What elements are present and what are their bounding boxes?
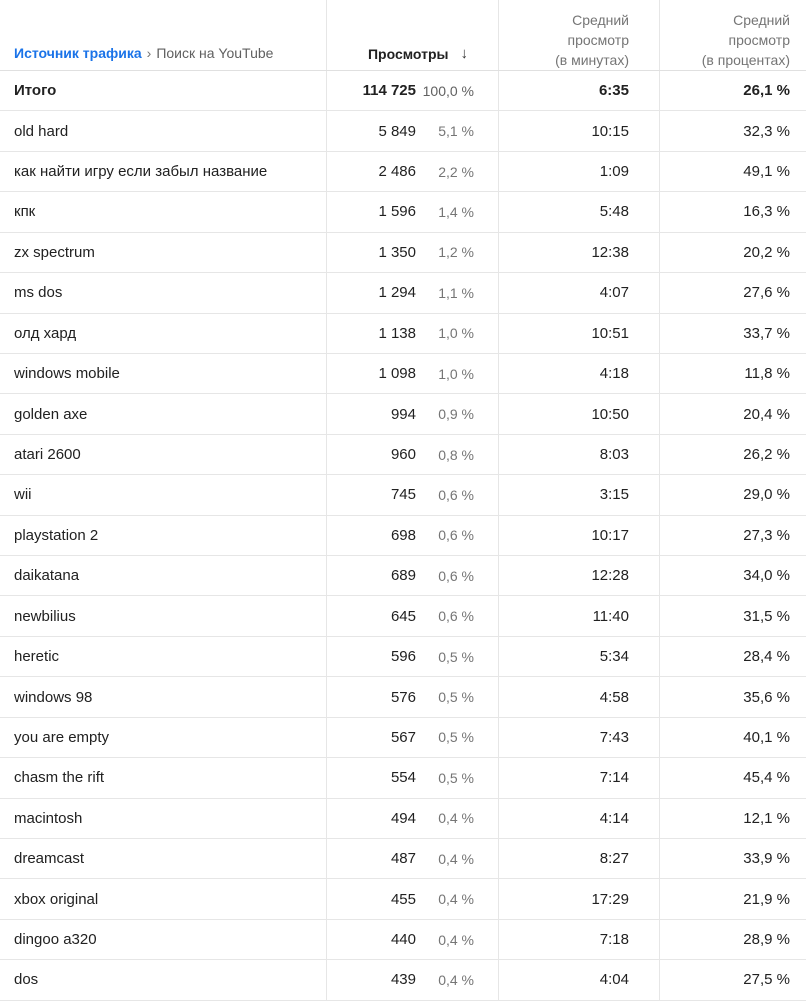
avg-percent-value: 33,7 % bbox=[743, 324, 790, 342]
avg-percent-value: 35,6 % bbox=[743, 688, 790, 706]
views-share: 0,4 % bbox=[438, 931, 474, 948]
views-value: 487 bbox=[390, 850, 416, 868]
avg-minutes-header-line: (в минутах) bbox=[555, 52, 629, 68]
avg-minutes-value: 8:03 bbox=[499, 435, 660, 474]
views-value: 689 bbox=[390, 567, 416, 585]
views-share: 0,8 % bbox=[438, 446, 474, 463]
views-cell bbox=[326, 435, 499, 474]
search-term: windows mobile bbox=[14, 365, 120, 383]
views-value: 1 294 bbox=[378, 284, 416, 302]
search-term: xbox original bbox=[14, 890, 99, 908]
search-term: ms dos bbox=[14, 284, 63, 302]
table-row[interactable] bbox=[0, 879, 806, 919]
avg-minutes-value: 17:29 bbox=[499, 879, 660, 918]
avg-percent-header-line: Средний bbox=[733, 12, 790, 28]
total-avg-minutes: 6:35 bbox=[499, 71, 660, 110]
views-cell bbox=[326, 354, 499, 393]
avg-percent-value: 11,8 % bbox=[744, 365, 790, 383]
table-row[interactable] bbox=[0, 596, 806, 636]
search-term: как найти игру если забыл название bbox=[14, 163, 268, 181]
views-cell bbox=[326, 879, 499, 918]
table-row[interactable] bbox=[0, 475, 806, 515]
table-row[interactable] bbox=[0, 920, 806, 960]
breadcrumb-current: Поиск на YouTube bbox=[156, 45, 274, 61]
views-value: 596 bbox=[390, 648, 416, 666]
views-cell bbox=[326, 758, 499, 797]
views-value: 5 849 bbox=[378, 122, 416, 140]
table-row[interactable] bbox=[0, 677, 806, 717]
breadcrumb bbox=[0, 0, 326, 70]
avg-percent-column-header[interactable] bbox=[660, 0, 806, 70]
avg-percent-value: 16,3 % bbox=[743, 203, 790, 221]
avg-percent-value: 33,9 % bbox=[743, 850, 790, 868]
avg-percent-value: 32,3 % bbox=[743, 122, 790, 140]
views-share: 0,5 % bbox=[438, 689, 474, 706]
views-cell bbox=[326, 233, 499, 272]
avg-minutes-header-line: Средний bbox=[572, 12, 629, 28]
views-value: 1 596 bbox=[378, 203, 416, 221]
avg-percent-value: 27,3 % bbox=[743, 526, 790, 544]
table-row[interactable] bbox=[0, 718, 806, 758]
avg-percent-value: 29,0 % bbox=[743, 486, 790, 504]
views-share: 0,9 % bbox=[438, 406, 474, 423]
search-term: dingoo a320 bbox=[14, 931, 97, 949]
avg-minutes-value: 4:58 bbox=[499, 677, 660, 716]
views-cell bbox=[326, 677, 499, 716]
views-cell bbox=[326, 920, 499, 959]
avg-percent-value: 28,9 % bbox=[743, 931, 790, 949]
avg-minutes-value: 5:34 bbox=[499, 637, 660, 676]
views-share: 1,1 % bbox=[438, 284, 474, 301]
views-value: 554 bbox=[390, 769, 416, 787]
avg-minutes-value: 5:48 bbox=[499, 192, 660, 231]
avg-minutes-value: 4:14 bbox=[499, 799, 660, 838]
views-share: 0,4 % bbox=[438, 971, 474, 988]
views-value: 1 138 bbox=[378, 324, 416, 342]
avg-percent-value: 27,5 % bbox=[743, 971, 790, 989]
table-body bbox=[0, 111, 806, 1000]
views-cell bbox=[326, 637, 499, 676]
views-share: 0,6 % bbox=[438, 486, 474, 503]
search-term: chasm the rift bbox=[14, 769, 105, 787]
views-value: 567 bbox=[390, 728, 416, 746]
avg-minutes-column-header[interactable] bbox=[499, 0, 660, 70]
avg-minutes-value: 4:07 bbox=[499, 273, 660, 312]
views-value: 994 bbox=[390, 405, 416, 423]
chevron-right-icon: › bbox=[146, 45, 152, 61]
avg-percent-value: 49,1 % bbox=[743, 163, 790, 181]
views-cell bbox=[326, 556, 499, 595]
avg-minutes-value: 3:15 bbox=[499, 475, 660, 514]
views-value: 1 350 bbox=[378, 243, 416, 261]
table-row[interactable] bbox=[0, 637, 806, 677]
avg-percent-value: 31,5 % bbox=[743, 607, 790, 625]
avg-percent-value: 21,9 % bbox=[743, 890, 790, 908]
avg-percent-value: 28,4 % bbox=[743, 648, 790, 666]
views-value: 960 bbox=[390, 446, 416, 463]
views-share: 0,4 % bbox=[438, 810, 474, 827]
views-value: 2 486 bbox=[378, 163, 416, 181]
total-views: 114 725 bbox=[362, 82, 416, 100]
table-row[interactable] bbox=[0, 435, 806, 475]
search-term: you are empty bbox=[14, 728, 110, 746]
views-value: 576 bbox=[390, 688, 416, 706]
table-row[interactable] bbox=[0, 799, 806, 839]
avg-percent-value: 34,0 % bbox=[743, 567, 790, 585]
total-label: Итого bbox=[14, 82, 57, 100]
total-share: 100,0 % bbox=[422, 82, 474, 99]
search-term: old hard bbox=[14, 122, 69, 140]
views-column-header[interactable] bbox=[326, 0, 499, 70]
avg-minutes-header-line: просмотр bbox=[567, 32, 629, 48]
total-views-cell bbox=[326, 71, 499, 110]
table-row[interactable] bbox=[0, 192, 806, 232]
avg-percent-value: 20,2 % bbox=[743, 243, 790, 261]
views-cell bbox=[326, 718, 499, 757]
views-share: 0,4 % bbox=[438, 891, 474, 908]
views-cell bbox=[326, 596, 499, 635]
views-cell bbox=[326, 314, 499, 353]
search-term: atari 2600 bbox=[14, 446, 81, 463]
avg-minutes-value: 7:14 bbox=[499, 758, 660, 797]
avg-minutes-value: 10:51 bbox=[499, 314, 660, 353]
views-share: 1,2 % bbox=[438, 244, 474, 261]
avg-minutes-value: 4:04 bbox=[499, 960, 660, 999]
search-term: dreamcast bbox=[14, 850, 85, 868]
views-value: 455 bbox=[390, 890, 416, 908]
views-value: 440 bbox=[390, 931, 416, 949]
avg-percent-value: 40,1 % bbox=[743, 728, 790, 746]
views-share: 1,0 % bbox=[438, 365, 474, 382]
table-row[interactable] bbox=[0, 556, 806, 596]
avg-percent-value: 12,1 % bbox=[743, 809, 790, 827]
avg-minutes-value: 12:38 bbox=[499, 233, 660, 272]
views-column-label: Просмотры bbox=[367, 46, 449, 62]
search-term: heretic bbox=[14, 648, 60, 666]
search-term: daikatana bbox=[14, 567, 80, 585]
avg-minutes-value: 4:18 bbox=[499, 354, 660, 393]
views-cell bbox=[326, 152, 499, 191]
table-row[interactable] bbox=[0, 273, 806, 313]
avg-minutes-value: 10:50 bbox=[499, 394, 660, 433]
search-term: олд хард bbox=[14, 324, 77, 342]
views-share: 0,6 % bbox=[438, 608, 474, 625]
avg-percent-value: 26,2 % bbox=[743, 446, 790, 463]
search-term: golden axe bbox=[14, 405, 88, 423]
table-row[interactable] bbox=[0, 394, 806, 434]
avg-minutes-value: 7:18 bbox=[499, 920, 660, 959]
search-term: macintosh bbox=[14, 809, 83, 827]
table-row[interactable] bbox=[0, 354, 806, 394]
table-row[interactable] bbox=[0, 516, 806, 556]
views-cell bbox=[326, 839, 499, 878]
views-share: 5,1 % bbox=[438, 123, 474, 140]
table-row[interactable] bbox=[0, 152, 806, 192]
views-cell bbox=[326, 960, 499, 999]
views-cell bbox=[326, 516, 499, 555]
views-share: 1,0 % bbox=[438, 325, 474, 342]
views-share: 0,6 % bbox=[438, 527, 474, 544]
table-row[interactable] bbox=[0, 758, 806, 798]
table-row[interactable] bbox=[0, 839, 806, 879]
table-header bbox=[0, 0, 806, 71]
views-cell bbox=[326, 111, 499, 150]
table-row[interactable] bbox=[0, 314, 806, 354]
avg-minutes-value: 8:27 bbox=[499, 839, 660, 878]
avg-minutes-value: 1:09 bbox=[499, 152, 660, 191]
views-value: 1 098 bbox=[378, 365, 416, 383]
avg-percent-value: 20,4 % bbox=[743, 405, 790, 423]
search-term: кпк bbox=[14, 203, 36, 221]
views-share: 2,2 % bbox=[438, 163, 474, 180]
table-row[interactable] bbox=[0, 111, 806, 151]
views-share: 0,5 % bbox=[438, 648, 474, 665]
views-cell bbox=[326, 394, 499, 433]
avg-percent-header-line: просмотр bbox=[728, 32, 790, 48]
avg-percent-header-line: (в процентах) bbox=[701, 52, 790, 68]
views-value: 698 bbox=[390, 526, 416, 544]
search-term: playstation 2 bbox=[14, 526, 99, 544]
avg-minutes-value: 11:40 bbox=[499, 596, 660, 635]
views-share: 0,5 % bbox=[438, 729, 474, 746]
views-cell bbox=[326, 273, 499, 312]
views-value: 494 bbox=[390, 809, 416, 827]
views-share: 0,6 % bbox=[438, 567, 474, 584]
avg-minutes-value: 12:28 bbox=[499, 556, 660, 595]
views-value: 745 bbox=[390, 486, 416, 504]
breadcrumb-traffic-source-link[interactable]: Источник трафика bbox=[14, 45, 142, 61]
views-share: 1,4 % bbox=[438, 203, 474, 220]
table-row[interactable] bbox=[0, 960, 806, 1000]
avg-percent-value: 45,4 % bbox=[743, 769, 790, 787]
avg-minutes-value: 10:17 bbox=[499, 516, 660, 555]
search-term: windows 98 bbox=[14, 688, 93, 706]
search-term: wii bbox=[14, 486, 32, 504]
views-cell bbox=[326, 475, 499, 514]
avg-minutes-value: 7:43 bbox=[499, 718, 660, 757]
arrow-down-icon: ↓ bbox=[460, 45, 468, 62]
total-row bbox=[0, 71, 806, 111]
views-cell bbox=[326, 799, 499, 838]
search-term: newbilius bbox=[14, 607, 76, 625]
views-cell bbox=[326, 192, 499, 231]
avg-percent-value: 27,6 % bbox=[743, 284, 790, 302]
total-avg-percent: 26,1 % bbox=[743, 82, 790, 100]
search-term: zx spectrum bbox=[14, 243, 95, 261]
avg-minutes-value: 10:15 bbox=[499, 111, 660, 150]
table-row[interactable] bbox=[0, 233, 806, 273]
search-term: dos bbox=[14, 971, 39, 989]
views-value: 439 bbox=[390, 971, 416, 989]
views-share: 0,5 % bbox=[438, 769, 474, 786]
views-value: 645 bbox=[390, 607, 416, 625]
views-share: 0,4 % bbox=[438, 850, 474, 867]
